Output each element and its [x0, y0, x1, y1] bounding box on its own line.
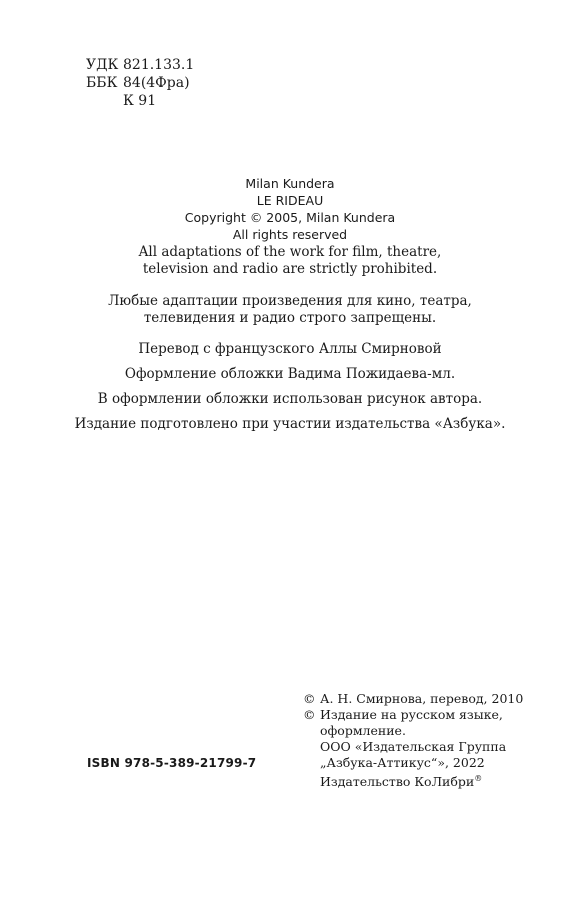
copyright-symbol: © — [303, 707, 316, 722]
notice-ru-line-1: Любые адаптации произведения для кино, театра, — [108, 293, 472, 309]
adaptation-notice-ru — [40, 293, 540, 327]
russian-edition-copyright — [303, 691, 533, 790]
udk-row — [86, 56, 194, 74]
classification-codes — [86, 56, 194, 110]
author-mark: К 91 — [123, 93, 157, 109]
notice-en-line-1: All adaptations of the work for film, theatre, — [138, 244, 442, 260]
cover-design-credit: Оформление обложки Вадима Пожидаева-мл. — [124, 366, 456, 382]
original-title: LE RIDEAU — [256, 193, 324, 208]
isbn: ISBN 978-5-389-21799-7 — [87, 756, 257, 770]
original-rights: All rights reserved — [232, 227, 348, 242]
original-edition-block — [40, 175, 540, 243]
udk-value: 821.133.1 — [123, 57, 195, 73]
bbk-label: ББК — [86, 75, 118, 91]
copyright-edition-line-2: оформление. — [320, 723, 406, 738]
publisher-group-line-1: ООО «Издательская Группа — [320, 739, 507, 754]
copyright-symbol: © — [303, 691, 316, 706]
copyright-translation-row — [303, 691, 533, 707]
bbk-row — [86, 74, 194, 92]
registered-mark: ® — [474, 774, 483, 783]
translation-credit: Перевод с французского Аллы Смирновой — [138, 341, 442, 357]
udk-label: УДК — [86, 57, 119, 73]
copyright-translation: А. Н. Смирнова, перевод, 2010 — [320, 691, 524, 706]
imprint-name: Издательство КоЛибри — [320, 774, 475, 790]
imprint-line — [320, 771, 533, 790]
bbk-value: 84(4Фра) — [123, 75, 190, 91]
adaptation-notice-en — [40, 244, 540, 278]
cover-art-credit: В оформлении обложки использован рисунок автора. — [97, 391, 483, 407]
author-mark-row — [86, 92, 194, 110]
original-copyright: Copyright © 2005, Milan Kundera — [184, 210, 396, 225]
copyright-edition-row — [303, 707, 533, 790]
notice-ru-line-2: телевидения и радио строго запрещены. — [143, 310, 437, 326]
notice-en-line-2: television and radio are strictly prohibited. — [142, 261, 438, 277]
publisher-group-line-2: „Азбука-Аттикус“», 2022 — [320, 755, 485, 770]
copyright-edition-line-1: Издание на русском языке, — [320, 707, 503, 722]
partner-publisher-credit: Издание подготовлено при участии издательства «Азбука». — [74, 416, 506, 432]
original-author: Milan Kundera — [245, 176, 335, 191]
